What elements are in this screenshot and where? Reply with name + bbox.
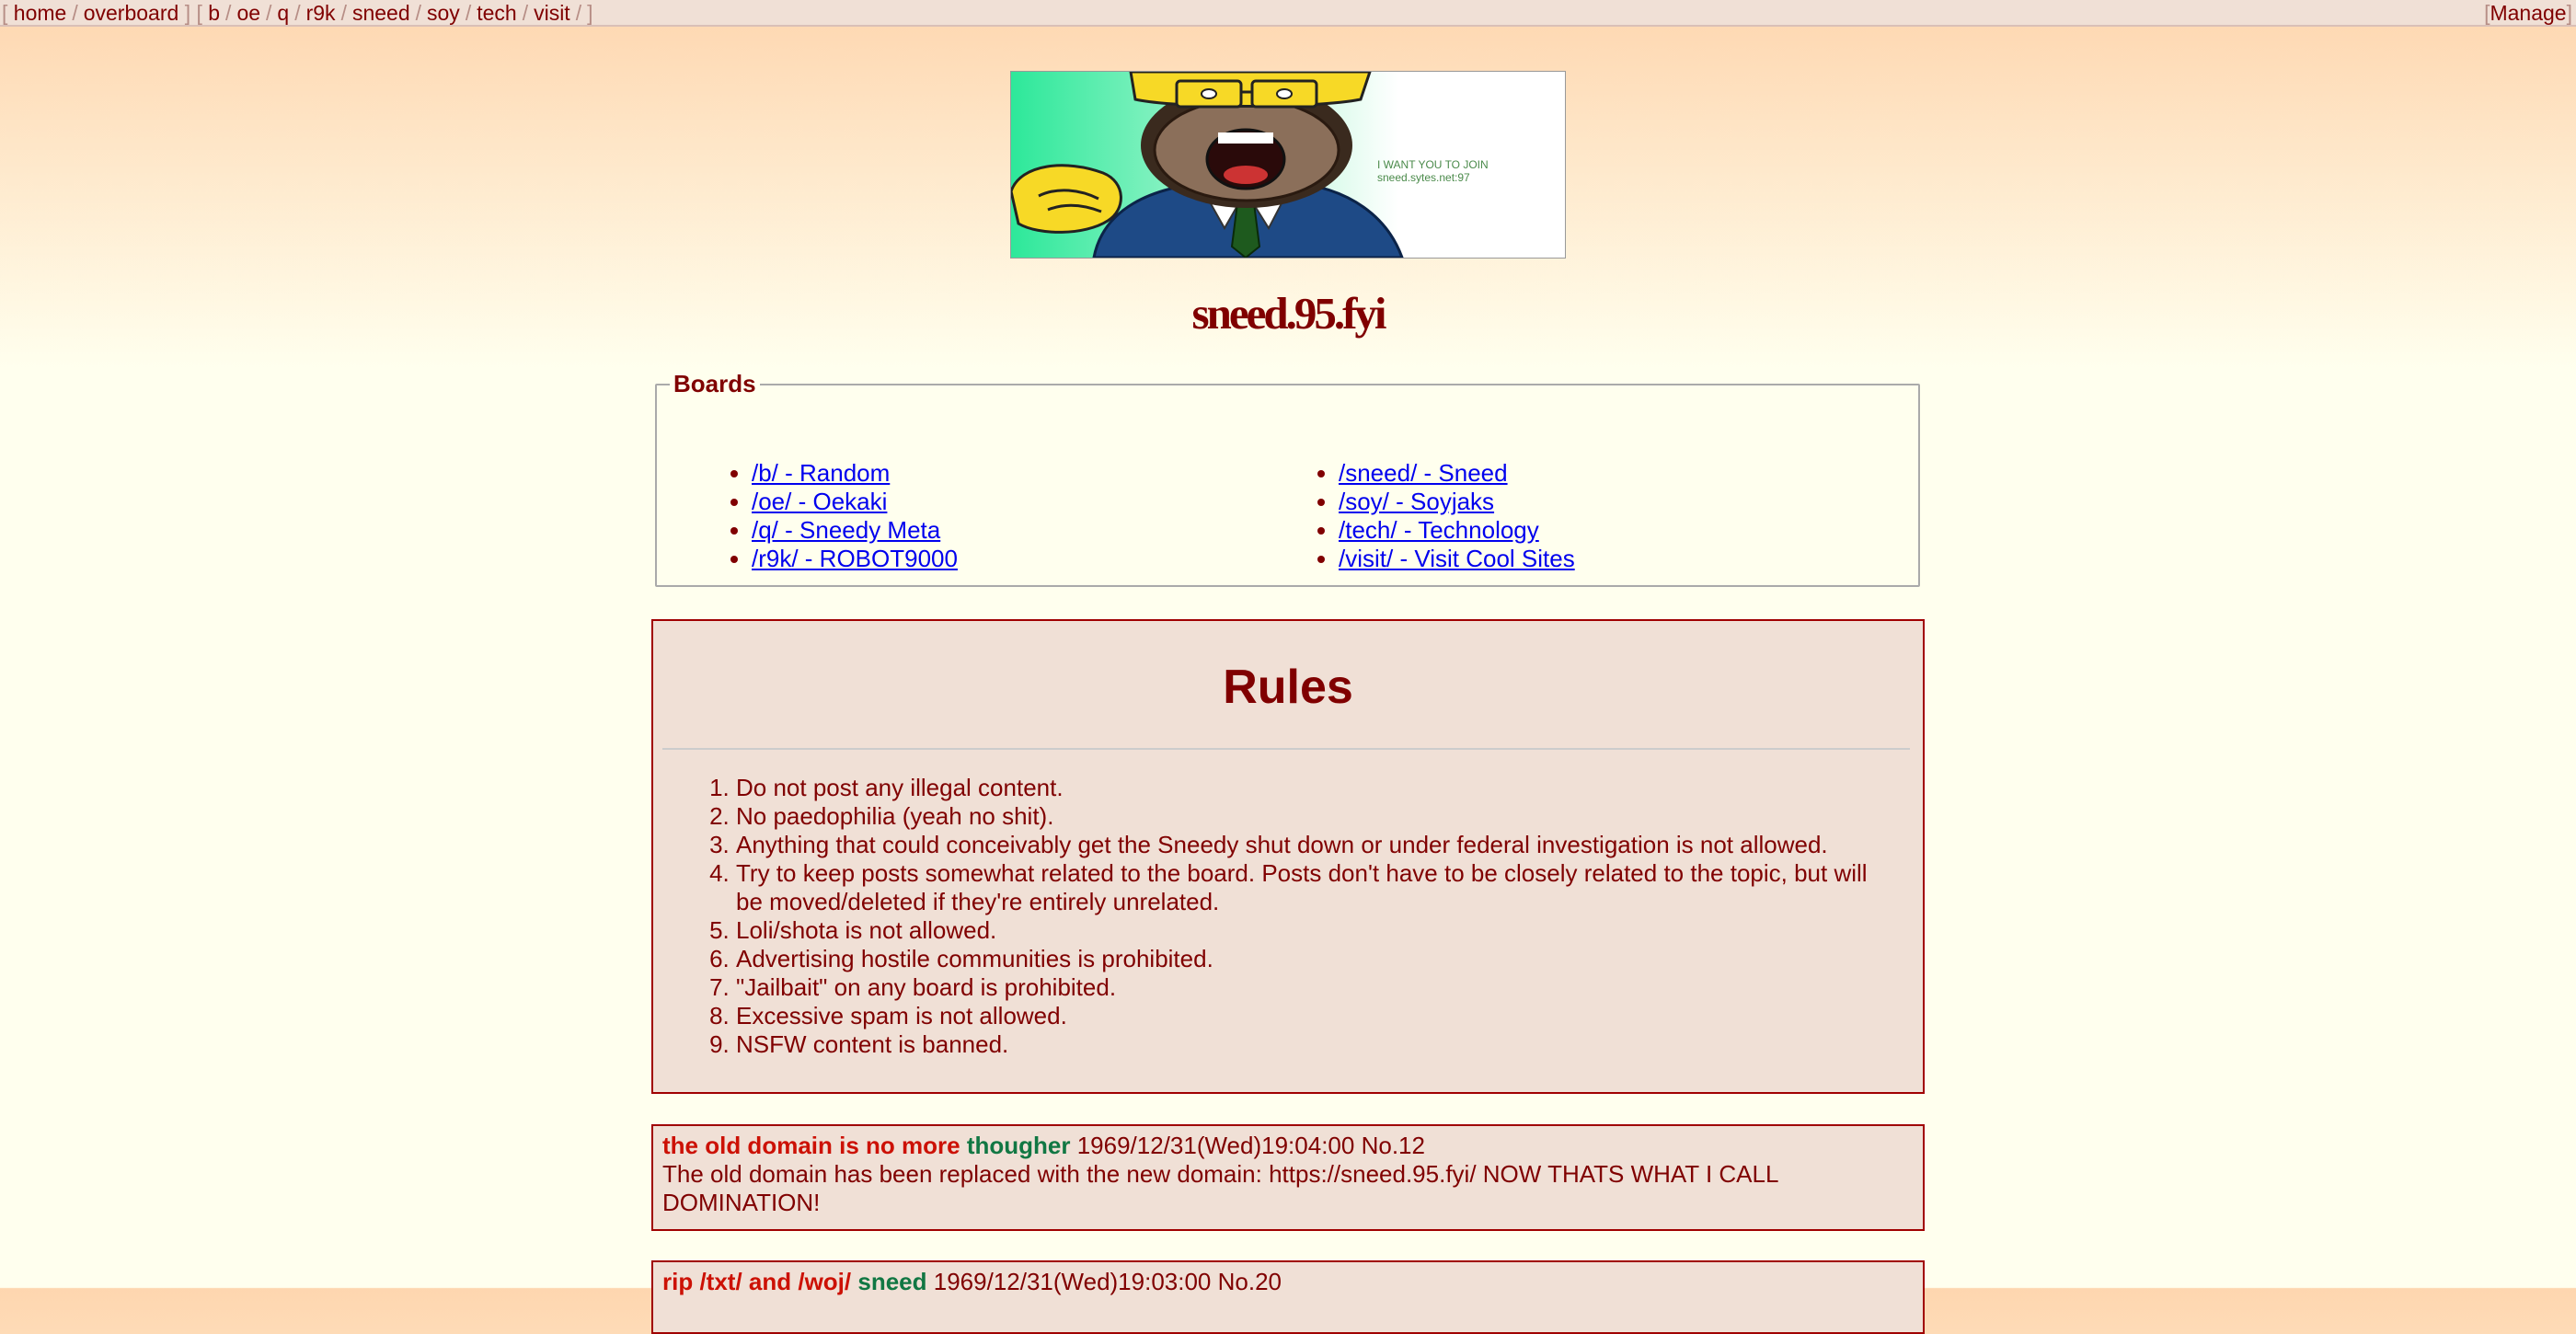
post-header [662,1268,1914,1296]
boards-column-1 [752,459,958,573]
top-nav-bar [0,0,2576,27]
nav-link-soy[interactable]: soy [427,1,460,25]
banner-text-line1: I WANT YOU TO JOIN [1377,158,1489,171]
list-item [752,459,958,488]
rule-item: 2. No paedophilia (yeah no shit). [736,802,1886,831]
list-item [752,488,958,516]
post-subject: the old domain is no more [662,1132,960,1159]
nav-link-sneed[interactable]: sneed [351,1,410,25]
nav-link-visit[interactable]: visit [534,1,570,25]
list-item [1339,459,1575,488]
list-item [752,545,958,573]
nav-left: [ home / overboard ] [ b / oe / q / r9k / sneed / soy / tech / visit / ] [2,1,593,25]
rule-item: 9. NSFW content is banned. [736,1030,1886,1059]
board-link-tech[interactable]: /tech/ - Technology [1339,516,1539,544]
rule-item: 3. Anything that could conceivably get the Sneedy shut down or under federal investigation is not allowed. [736,831,1886,859]
post-date: 1969/12/31(Wed)19:04:00 [1076,1132,1355,1159]
rule-item: 6. Advertising hostile communities is prohibited. [736,945,1886,973]
post-author: thougher [966,1132,1071,1159]
rules-box [651,619,1925,1094]
nav-link-overboard[interactable]: overboard [83,1,179,25]
list-item [1339,488,1575,516]
post-number[interactable]: No.12 [1361,1132,1425,1159]
list-item [1339,516,1575,545]
boards-column-2 [1339,459,1575,573]
rule-item: 7. "Jailbait" on any board is prohibited. [736,973,1886,1002]
rules-title: Rules [1223,661,1353,714]
boards-fieldset [655,370,1920,587]
boards-legend: Boards [673,370,756,397]
post-subject: rip /txt/ and /woj/ [662,1268,852,1295]
board-link-b[interactable]: /b/ - Random [752,459,891,487]
nav-link-b[interactable]: b [208,1,221,25]
post-number[interactable]: No.20 [1217,1268,1282,1295]
nav-link-r9k[interactable]: r9k [305,1,336,25]
board-link-oe[interactable]: /oe/ - Oekaki [752,488,888,515]
post-header [662,1132,1914,1160]
nav-link-tech[interactable]: tech [477,1,517,25]
board-link-q[interactable]: /q/ - Sneedy Meta [752,516,941,544]
site-title: sneed.95.fyi [1191,288,1385,339]
list-item [1339,545,1575,573]
nav-right: [Manage] [2484,1,2572,25]
rule-item: 4. Try to keep posts somewhat related to the board. Posts don't have to be closely related to the topic, but will be moved/deleted if they're entirely unrelated. [736,859,1886,916]
rules-divider [662,748,1910,750]
news-post [651,1124,1925,1231]
rule-item: 5. Loli/shota is not allowed. [736,916,1886,945]
post-author: sneed [857,1268,927,1295]
board-link-sneed[interactable]: /sneed/ - Sneed [1339,459,1508,487]
rules-list [736,774,1886,1059]
banner-text-line2: sneed.sytes.net:97 [1377,171,1470,184]
board-link-visit[interactable]: /visit/ - Visit Cool Sites [1339,545,1575,572]
news-post [651,1260,1925,1334]
site-banner[interactable] [1010,71,1566,259]
list-item [752,516,958,545]
board-link-r9k[interactable]: /r9k/ - ROBOT9000 [752,545,958,572]
board-link-soy[interactable]: /soy/ - Soyjaks [1339,488,1495,515]
manage-link[interactable]: Manage [2490,1,2567,25]
post-body: The old domain has been replaced with the new domain: https://sneed.95.fyi/ NOW THATS WHAT I CALL DOMINATION! [662,1160,1778,1216]
rule-item: 1. Do not post any illegal content. [736,774,1886,802]
nav-link-home[interactable]: home [13,1,67,25]
rule-item: 8. Excessive spam is not allowed. [736,1002,1886,1030]
nav-link-q[interactable]: q [277,1,290,25]
post-date: 1969/12/31(Wed)19:03:00 [933,1268,1212,1295]
nav-link-oe[interactable]: oe [236,1,261,25]
banner-illustration [1011,72,1565,258]
